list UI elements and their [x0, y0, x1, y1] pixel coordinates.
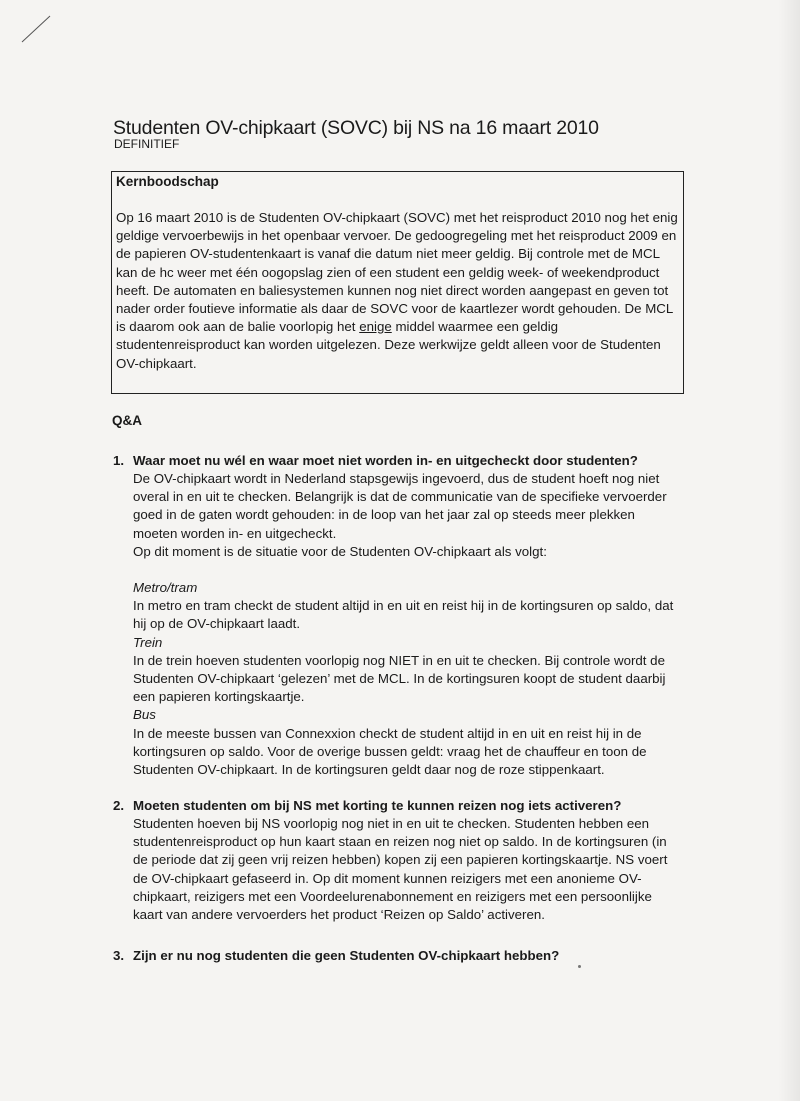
document-title: Studenten OV-chipkaart (SOVC) bij NS na 16 maart 2010 — [113, 117, 599, 139]
section-label-metro: Metro/tram — [133, 580, 198, 596]
question-text: Zijn er nu nog studenten die geen Studenten OV-chipkaart hebben? — [133, 948, 560, 963]
kernboodschap-text-part2: middel waarmee een geldig studentenreisproduct kan worden uitgelezen. Deze werkwijze geldt alleen voor de Studenten OV-chipkaart. — [116, 319, 661, 371]
question-text: Moeten studenten om bij NS met korting te kunnen reizen nog iets activeren? — [133, 798, 622, 813]
question-number: 2. — [113, 798, 125, 813]
section-text-bus: In de meeste bussen van Connexxion checkt de student altijd in en uit en reist hij in de kortingsuren op saldo. Voor de overige bussen geldt: vraag het de chauffeur en toon de Studenten OV-chipkaart. In de kortingsuren geldt daar nog de roze stippenkaart. — [133, 725, 647, 778]
document-status: DEFINITIEF — [114, 137, 180, 151]
section-text-metro: In metro en tram checkt de student altijd in en uit en reist hij in de kortingsuren op saldo, dat hij op de OV-chipkaart laadt. — [133, 598, 674, 632]
section-text-trein: In de trein hoeven studenten voorlopig nog NIET in en uit te checken. Bij controle wordt de Studenten OV-chipkaart ‘gelezen’ met de MCL. In de kortingsuren koopt de student daarbij een papieren kortingskaartje. — [133, 652, 666, 705]
kernboodschap-underlined-word: enige — [359, 319, 392, 335]
question-text: Waar moet nu wél en waar moet niet worden in- en uitgecheckt door studenten? — [133, 453, 638, 468]
question-number: 1. — [113, 453, 125, 468]
scan-speck — [578, 965, 581, 968]
kernboodschap-text — [116, 209, 678, 373]
answer-1-intro: De OV-chipkaart wordt in Nederland stapsgewijs ingevoerd, dus de student hoeft nog niet overal in en uit te checken. Belangrijk is dat de communicatie van de specifieke vervoerder goed in de gaten wordt gehouden: in de loop van het jaar zal op steeds meer plekken moeten worden in- en uitgecheckt. — [133, 471, 667, 541]
kernboodschap-box — [111, 171, 684, 394]
qa-heading: Q&A — [112, 413, 142, 428]
answer-2 — [133, 815, 678, 924]
answer-1-intro2: Op dit moment is de situatie voor de Studenten OV-chipkaart als volgt: — [133, 543, 547, 559]
pen-stroke-mark — [20, 8, 56, 44]
answer-2-text: Studenten hoeven bij NS voorlopig nog niet in en uit te checken. Studenten hebben een studentenreisproduct op hun kaart staan en reizen nog niet op saldo. In de kortingsuren (in de periode dat zij geen vrij reizen hebben) kopen zij een papieren kortingskaartje. NS voert de OV-chipkaart gefaseerd in. Op dit moment kunnen reizigers met een anonieme OV-chipkaart, reizigers met een Voordeelurenabonnement en reizigers met een persoonlijke kaart van andere vervoerders het product ‘Reizen op Saldo’ activeren. — [133, 816, 668, 923]
section-label-bus: Bus — [133, 707, 156, 723]
kernboodschap-heading: Kernboodschap — [116, 174, 219, 189]
kernboodschap-text-part1: Op 16 maart 2010 is de Studenten OV-chipkaart (SOVC) met het reisproduct 2010 nog het enig geldige vervoerbewijs in het openbaar vervoer. De gedoogregeling met het reisproduct 2009 en de papieren OV-studentenkaart is vanaf die datum niet meer geldig. Bij controle met de MCL kan de hc weer met één oogopslag zien of een student een geldig week- of weekendproduct heeft. De automaten en baliesystemen kunnen nog niet direct worden aangepast en geven tot nader order foutieve informatie als daar de SOVC voor de kaartlezer wordt gehouden. De MCL is daarom ook aan de balie voorlopig het — [116, 210, 678, 335]
section-label-trein: Trein — [133, 634, 163, 650]
answer-1 — [133, 470, 678, 779]
question-number: 3. — [113, 948, 125, 963]
